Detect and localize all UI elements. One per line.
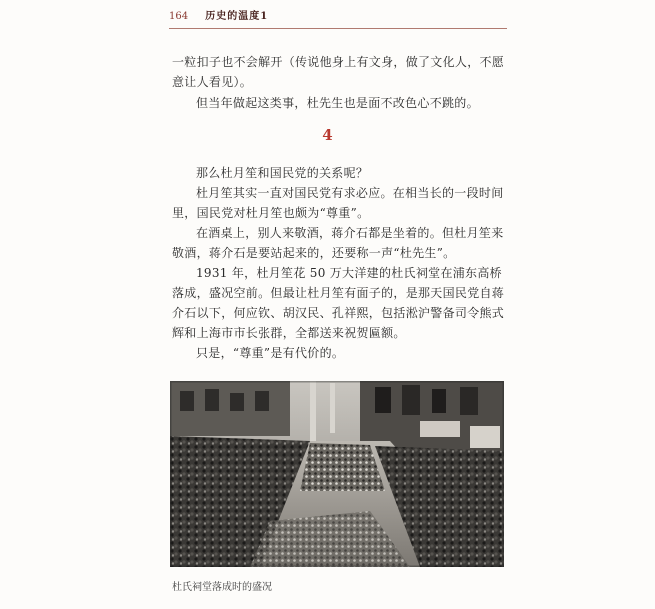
crowd-street-photo (170, 381, 504, 567)
paragraph: 那么杜月笙和国民党的关系呢？ (196, 166, 369, 180)
book-title: 历史的温度1 (205, 11, 269, 22)
intro-paragraph: 但当年做起这类事，杜先生也是面不改色心不跳的。 (196, 96, 479, 110)
historical-photo (170, 381, 504, 567)
section-number: 4 (322, 126, 333, 144)
paragraph: 杜月笙其实一直对国民党有求必应。在相当长的一段时间里，国民党对杜月笙也颇为“尊重”。 (172, 186, 504, 220)
running-header (169, 7, 509, 29)
paragraph: 只是，“尊重”是有代价的。 (196, 346, 345, 360)
intro-paragraph-continued: 一粒扣子也不会解开（传说他身上有文身，做了文化人，不愿意让人看见）。 (172, 55, 505, 89)
header-divider (169, 28, 507, 29)
paragraph: 在酒桌上，别人来敬酒，蒋介石都是坐着的。但杜月笙来敬酒，蒋介石是要站起来的，还要称一声“杜先生”。 (172, 226, 504, 260)
photo-caption: 杜氏祠堂落成时的盛况 (172, 582, 272, 593)
section-body (172, 163, 506, 363)
page-number: 164 (169, 11, 189, 22)
paragraph: 1931 年，杜月笙花 50 万大洋建的杜氏祠堂在浦东高桥落成，盛况空前。但最让杜月笙有面子的，是那天国民党自蒋介石以下，何应钦、胡汉民、孔祥熙，包括淞沪警备司令熊式辉和上海市市长张群，全都送来祝贺匾额。 (172, 266, 505, 340)
